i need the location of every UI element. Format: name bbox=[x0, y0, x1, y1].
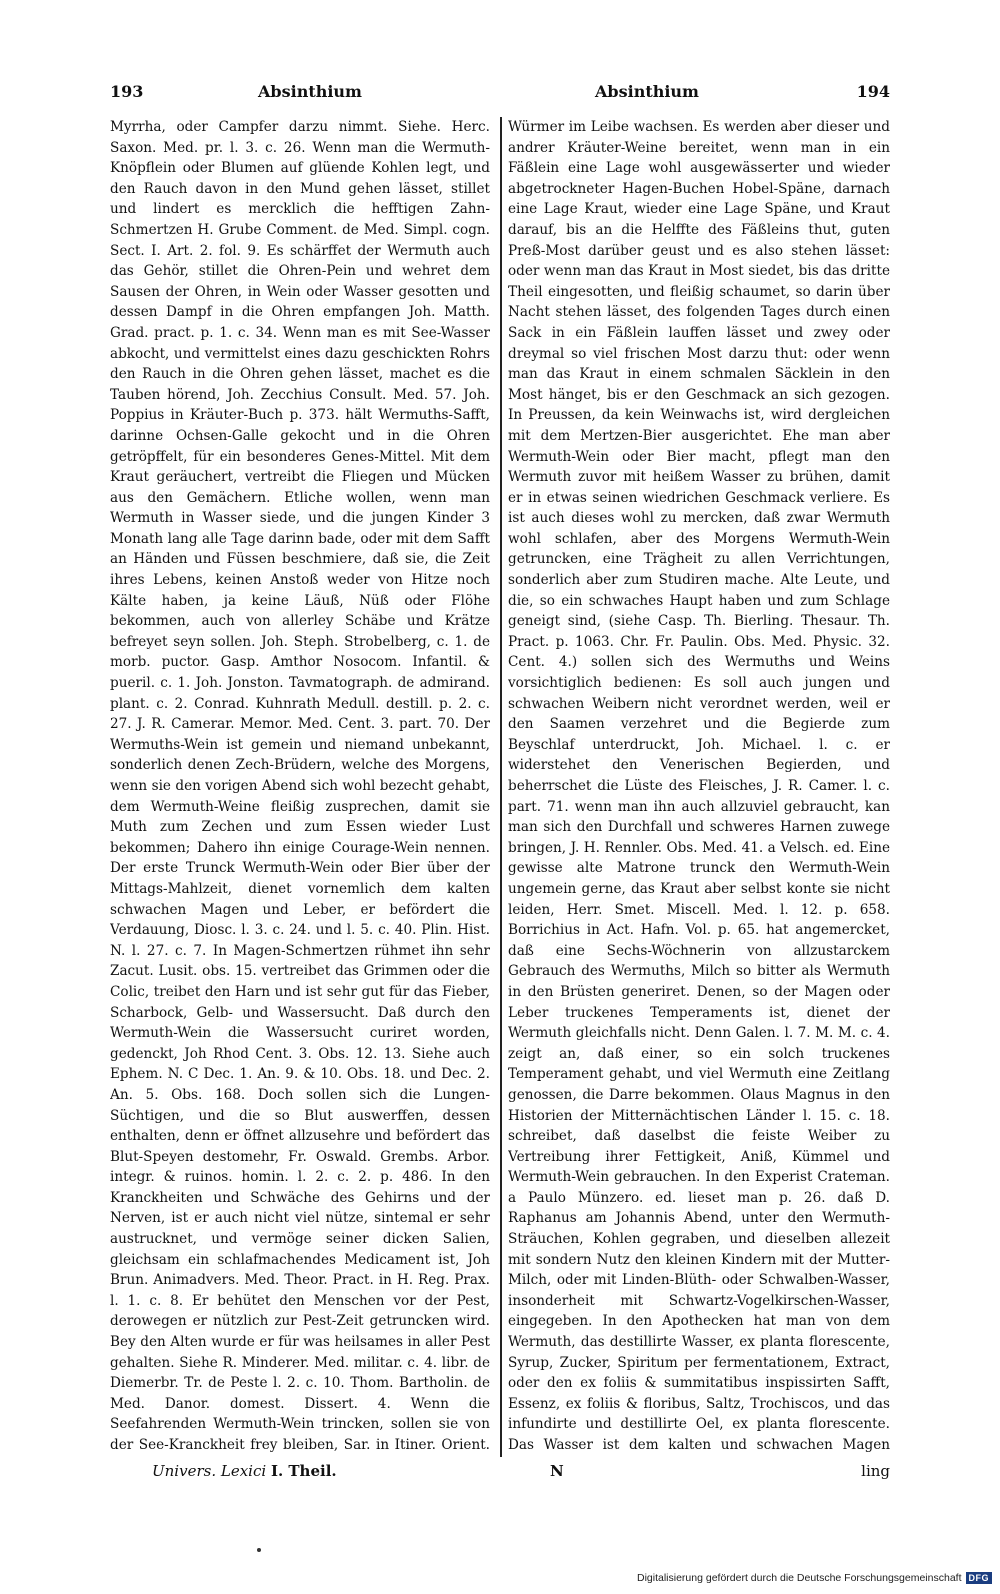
signature-italic: Univers. Lexici bbox=[152, 1462, 267, 1480]
signature-line bbox=[152, 1462, 337, 1480]
running-header bbox=[108, 82, 890, 108]
running-title-left: Absinthium bbox=[258, 82, 362, 101]
digitization-credit bbox=[637, 1570, 992, 1586]
page-number-right: 194 bbox=[856, 82, 890, 101]
signature-rest: I. Theil. bbox=[270, 1462, 337, 1480]
page-number-left: 193 bbox=[110, 82, 144, 101]
text-column-left bbox=[110, 117, 490, 1457]
text-column-right bbox=[508, 117, 890, 1457]
column-text-left: Myrrha, oder Campfer darzu nimmt. Siehe. Herc. Saxon. Med. pr. l. 3. c. 26. Wenn man die Wermuth-Knöpflein oder Blumen auf glüende Kohlen legt, und den Rauch davon in den Mund gehen lässet, stillet und lindert es mercklich die hefftigen Zahn-Schmertzen H. Grube Comment. de Med. Simpl. cogn. Sect. I. Art. 2. fol. 9. Es schärffet der Wermuth auch das Gehör, stillet die Ohren-Pein und wehret dem Sausen der Ohren, in Wein oder Wasser gesotten und dessen Dampf in die Ohren empfangen Joh. Matth. Grad. pract. p. 1. c. 34. Wenn man es mit See-Wasser abkocht, und vermittelst eines dazu geschickten Rohrs den Rauch in die Ohren gehen lässet, machet es die Tauben hörend, Joh. Zecchius Consult. Med. 57. Joh. Poppius in Kräuter-Buch p. 373. hält Wermuths-Safft, darinne Ochsen-Galle gekocht und in die Ohren getröpffelt, für ein besonderes Genes-Mittel. Mit dem Kraut geräuchert, vertreibt die Fliegen und Mücken aus den Gemächern. Etliche wollen, wenn man Wermuth in Wasser siede, und die jungen Kinder 3 Monath lang alle Tage darinn bade, oder mit dem Safft an Händen und Füssen beschmiere, daß sie, die Zeit ihres Lebens, keinen Anstoß weder von Hitze noch Kälte haben, ja keine Läuß, Nüß oder Flöhe bekommen, auch von allerley Schäbe und Krätze befreyet seyn sollen. Joh. Steph. Strobelberg, c. 1. de morb. puctor. Gasp. Amthor Nosocom. Infantil. & pueril. c. 1. Joh. Jonston. Tavmatograph. de admirand. plant. c. 2. Conrad. Kuhnrath Medull. destill. p. 2. c. 27. J. R. Camerar. Memor. Med. Cent. 3. part. 70. Der Wermuths-Wein ist gemein und niemand unbekannt, sonderlich denen Zech-Brüdern, welche des Morgens, wenn sie den vorigen Abend sich wohl bezecht gehabt, dem Wermuth-Weine fleißig zusprechen, damit sie Muth zum Zechen und zum Essen wieder Lust bekommen; Dahero ihn einige Courage-Wein nennen. Der erste Trunck Wermuth-Wein oder Bier über der Mittags-Mahlzeit, dienet vornemlich dem kalten schwachen Magen und Leber, er befördert die Verdauung, Diosc. l. 3. c. 24. und l. 5. c. 40. Plin. Hist. N. l. 27. c. 7. In Magen-Schmertzen rühmet ihn sehr Zacut. Lusit. obs. 15. vertreibet das Grimmen oder die Colic, treibet den Harn und ist sehr gut für das Fieber, Scharbock, Gelb- und Wassersucht. Daß durch den Wermuth-Wein die Wassersucht curiret worden, gedenckt, Joh Rhod Cent. 3. Obs. 12. 13. Siehe auch Ephem. N. C Dec. 1. An. 9. & 10. Obs. 18. und Dec. 2. An. 5. Obs. 168. Doch sollen sich die Lungen-Süchtigen, und die so Blut auswerffen, dessen enthalten, denn er öffnet allzusehre und befördert das Blut-Speyen destomehr, Fr. Oswald. Grembs. Arbor. integr. & ruinos. homin. l. 2. c. 2. p. 486. In den Kranckheiten und Schwäche des Gehirns und der Nerven, ist er auch nicht viel nütze, sintemal er sehr austrucknet, und vermöge seiner dicken Salien, gleichsam ein schlafmachendes Medicament ist, Joh Brun. Animadvers. Med. Theor. Pract. in H. Reg. Prax. l. 1. c. 8. Er behütet den Menschen vor der Pest, derowegen er nützlich zur Pest-Zeit getruncken wird. Bey den Alten wurde er für was heilsames in aller Pest gehalten. Siehe R. Minderer. Med. militar. c. 4. libr. de Diemerbr. Tr. de Peste l. 2. c. 10. Thom. Bartholin. de Med. Danor. domest. Dissert. 4. Wenn die Seefahrenden Wermuth-Wein trincken, sollen sie von der See-Kranckheit frey bleiben, Sar. in Itiner. Orient. bbox=[110, 119, 490, 1453]
dfg-logo: DFG bbox=[966, 1572, 993, 1584]
catchword: ling bbox=[861, 1462, 890, 1480]
speck-mark bbox=[257, 1548, 261, 1552]
column-text-right: Würmer im Leibe wachsen. Es werden aber dieser und andrer Kräuter-Weine bereitet, wenn man in ein Fäßlein eine Lage wohl ausgewässerter und wieder abgetrockneter Hagen-Buchen Hobel-Späne, darnach eine Lage Kraut, wieder eine Lage Späne, und Kraut darauf, bis an die Helffte des Fäßleins thut, guten Preß-Most darüber geust und es also stehen lässet: oder wenn man das Kraut in Most siedet, bis das dritte Theil eingesotten, und fleißig schaumet, so darin über Nacht stehen lässet, des folgenden Tages durch einen Sack in ein Fäßlein lauffen lässet und zwey oder dreymal so viel frischen Most darzu thut: oder wenn man das Kraut in einem schmalen Säcklein in den Most hänget, bis er den Geschmack an sich gezogen. In Preussen, da kein Weinwachs ist, wird dergleichen mit dem Mertzen-Bier ausgerichtet. Ehe man aber Wermuth-Wein oder Bier macht, pflegt man den Wermuth zuvor mit heißem Wasser zu brühen, damit er in etwas seinen wiedrichen Geschmack verliere. Es ist auch dieses wohl zu mercken, daß zwar Wermuth wohl schlafen, aber des Morgens Wermuth-Wein getruncken, eine Trägheit zu allen Verrichtungen, sonderlich aber zum Studiren mache. Alte Leute, und die, so ein schwaches Haupt haben und zum Schlage geneigt sind, (siehe Casp. Th. Bierling. Thesaur. Th. Pract. p. 1063. Chr. Fr. Paulin. Obs. Med. Physic. 32. Cent. 4.) sollen sich des Wermuths und Weins vorsichtiglich bedienen: Es soll auch jungen und schwachen Weibern nicht verordnet werden, weil er den Saamen verzehret und die Begierde zum Beyschlaf unterdruckt, Joh. Michael. l. c. er widerstehet den Venerischen Begierden, und beherrschet die Lüste des Fleisches, J. R. Camer. l. c. part. 71. wenn man ihn auch allzuviel gebraucht, kan man sich den Durchfall und schweres Harnen zuwege bringen, J. H. Rennler. Obs. Med. 41. a Velsch. ed. Eine gewisse alte Matrone trunck den Wermuth-Wein ungemein gerne, das Kraut aber selbst konte sie nicht leiden, Herr. Smet. Miscell. Med. l. 12. p. 658. Borrichius in Act. Hafn. Vol. p. 65. hat angemercket, daß eine Sechs-Wöchnerin von allzustarckem Gebrauch des Wermuths, Milch so bitter als Wermuth in den Brüsten generiret. Denen, so der Magen oder Leber truckenes Temperaments ist, dienet der Wermuth gleichfalls nicht. Denn Galen. l. 7. M. M. c. 4. zeigt an, daß einer, so ein solch truckenes Temperament gehabt, und viel Wermuth eine Zeitlang genossen, die Darre bekommen. Olaus Magnus in den Historien der Mitternächtischen Länder l. 15. c. 18. schreibet, daß daselbst die feiste Weiber zu Vertreibung ihrer Fettigkeit, Aniß, Kümmel und Wermuth-Wein gebrauchen. In den Experist Crateman. a Paulo Münzero. ed. lieset man p. 26. daß D. Raphanus am Johannis Abend, unter den Wermuth-Sträuchen, Kohlen gegraben, und dieselben allezeit mit sondern Nutz den kleinen Kindern mit der Mutter-Milch, oder mit Linden-Blüth- oder Schwalben-Wasser, insonderheit mit Schwartz-Vogelkirschen-Wasser, eingegeben. In den Apothecken hat man von dem Wermuth, das destillirte Wasser, ex planta florescente, Syrup, Zucker, Spiritum per fermentationem, Extract, oder den ex foliis & summitatibus inspissirten Safft, Essenz, ex foliis & floribus, Saltz, Trochiscos, und das infundirte und destillirte Oel, ex planta florescente. Das Wasser ist dem kalten und schwachen Magen bbox=[508, 119, 890, 1453]
page-footer bbox=[110, 1462, 890, 1486]
sheet-mark: N bbox=[550, 1462, 564, 1480]
running-title-right: Absinthium bbox=[595, 82, 699, 101]
credit-text: Digitalisierung gefördert durch die Deutsche Forschungsgemeinschaft bbox=[636, 1572, 962, 1584]
column-divider bbox=[500, 117, 502, 1457]
